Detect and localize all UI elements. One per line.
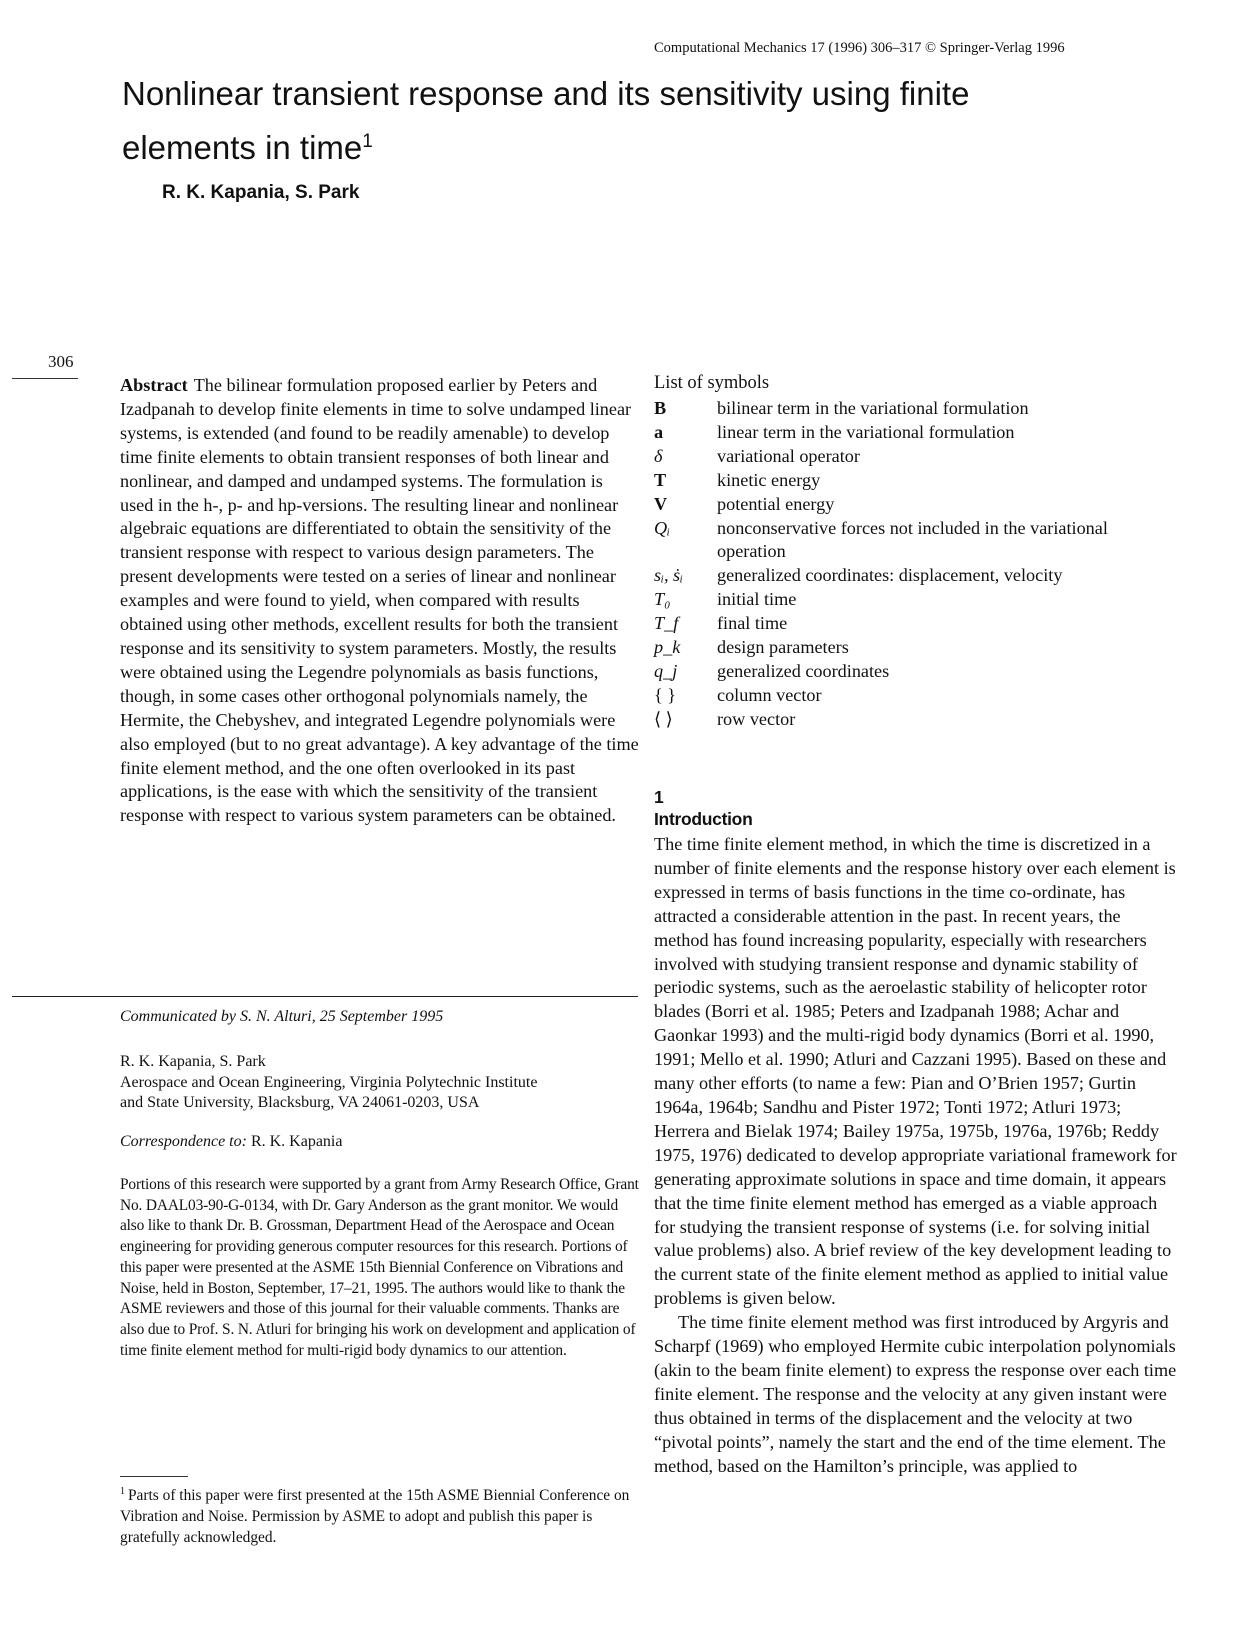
funding-acknowledgement: Portions of this research were supported by a grant from Army Research Office, Grant No. DAAL03-90-G-0134, with Dr. Gary Anderson as the grant monitor. We would also like to thank Dr. B. Grossman, Department Head of the Aerospace and Ocean engineering for providing generous computer resources for this research. Portions of this paper were presented at the ASME 15th Biennial Conference on Vibrations and Noise, held in Boston, September, 17–21, 1995. The authors would like to thank the ASME reviewers and those of this journal for their valuable comments. Thanks are also due to Prof. S. N. Atluri for bringing his work on development and application of time finite element method for multi-rigid body dynamics to our attention. <box>120 1176 639 1359</box>
introduction-body <box>654 833 1177 1478</box>
symbol-desc: generalized coordinates <box>717 660 890 681</box>
title-footnote-mark: 1 <box>362 131 373 152</box>
symbol-row <box>654 564 1174 588</box>
symbol-key: ⟨ ⟩ <box>654 708 673 729</box>
symbols-list <box>654 397 1174 732</box>
footnote <box>120 1482 645 1548</box>
symbol-row <box>654 421 1174 445</box>
symbol-desc: generalized coordinates: displacement, velocity <box>717 565 1063 586</box>
page-number: 306 <box>48 352 74 371</box>
symbol-desc: potential energy <box>717 493 835 514</box>
symbol-key: T <box>654 469 667 490</box>
footnote-rule <box>120 1476 188 1477</box>
paper-title-text: Nonlinear transient response and its sensitivity using finite elements in time <box>122 75 970 166</box>
symbol-desc: bilinear term in the variational formulation <box>717 398 1029 418</box>
affiliation <box>120 1052 640 1114</box>
affiliation-line-2: and State University, Blacksburg, VA 24061-0203, USA <box>120 1094 480 1111</box>
correspondence-name: R. K. Kapania <box>250 1133 343 1150</box>
symbol-key: B <box>654 398 667 418</box>
journal-header: Computational Mechanics 17 (1996) 306–317 © Springer-Verlag 1996 <box>654 40 1065 56</box>
symbol-desc: variational operator <box>717 445 860 466</box>
symbol-desc: design parameters <box>717 637 849 658</box>
intro-paragraph-1: The time finite element method, in which the time is discretized in a number of finite elements and the response history over each element is expressed in terms of basis functions in the time co-ordinate, has attracted a considerable attention in the past. In recent years, the method has found increasing popularity, especially with researchers involved with studying transient response and dynamic stability of periodic systems, such as the aeroelastic stability of helicopter rotor blades (Borri et al. 1985; Peters and Izadpanah 1988; Achar and Gaonkar 1993) and the multi-rigid body dynamics (Borri et al. 1990, 1991; Mello et al. 1990; Atluri and Cazzani 1995). Based on these and many other efforts (to name a few: Pian and O’Brien 1957; Gurtin 1964a, 1964b; Sandhu and Pister 1972; Tonti 1972; Atluri 1973; Herrera and Bielak 1974; Bailey 1975a, 1975b, 1976a, 1976b; Reddy 1975, 1976) dedicated to develop appropriate variational framework for generating approximate solutions in space and time domain, it appears that the time finite element method has emerged as a viable approach for studying the transient response of systems (i.e. for solving initial value problems) also. A brief review of the key development leading to the current state of the finite element method as applied to initial value problems is given below. <box>654 834 1177 1309</box>
affiliation-line-1: Aerospace and Ocean Engineering, Virginia Polytechnic Institute <box>120 1073 538 1091</box>
symbols-title: List of symbols <box>654 373 770 393</box>
correspondence-label: Correspondence to <box>120 1133 242 1150</box>
abstract-text: The bilinear formulation proposed earlier by Peters and Izadpanah to develop finite elements in time to solve undamped linear systems, is extended (and found to be readily amenable) to develop time finite elements to obtain transient responses of both linear and nonlinear, and damped and undamped systems. The formulation is used in the h-, p- and hp-versions. The resulting linear and nonlinear algebraic equations are differentiated to obtain the sensitivity of the transient response with respect to various design parameters. The present developments were tested on a series of linear and nonlinear examples and were found to yield, when compared with results obtained using other methods, excellent results for both the transient response and its sensitivity to system parameters. Mostly, the results were obtained using the Legendre polynomials as basis functions, though, in some cases other orthogonal polynomials namely, the Hermite, the Chebyshev, and integrated Legendre polynomials were also employed (but to no great advantage). A key advantage of the time finite element method, and the one often overlooked in its past applications, is the ease with which the sensitivity of the transient response with respect to various system parameters can be obtained. <box>120 375 639 826</box>
affiliation-names: R. K. Kapania, S. Park <box>120 1053 266 1070</box>
symbol-row <box>654 588 1174 612</box>
symbol-row <box>654 445 1174 469</box>
symbol-key: a <box>654 421 664 442</box>
symbol-row <box>654 517 1174 565</box>
symbol-key: { } <box>654 684 677 705</box>
abstract <box>120 374 640 828</box>
symbol-row <box>654 397 1174 421</box>
symbol-desc: final time <box>717 613 788 634</box>
symbol-key: δ <box>654 445 663 466</box>
symbol-row <box>654 612 1174 636</box>
section-number: 1 <box>654 787 664 807</box>
symbol-desc: linear term in the variational formulation <box>717 421 1015 442</box>
symbol-row <box>654 493 1174 517</box>
paper-title <box>122 70 1002 172</box>
symbol-desc: kinetic energy <box>717 469 821 490</box>
symbol-row <box>654 684 1174 708</box>
footnote-text: Parts of this paper were first presented at the 15th ASME Biennial Conference on Vibration and Noise. Permission by ASME to adopt and publish this paper is gratefully acknowledged. <box>120 1487 630 1546</box>
symbol-key: Qᵢ <box>654 517 671 538</box>
symbol-row <box>654 708 1174 732</box>
symbol-desc: initial time <box>717 589 797 610</box>
symbol-row <box>654 660 1174 684</box>
symbol-key: V <box>654 493 668 514</box>
correspondence <box>120 1133 342 1151</box>
intro-paragraph-2: The time finite element method was first introduced by Argyris and Scharpf (1969) who employed Hermite cubic interpolation polynomials (akin to the beam finite element) to express the response over each time finite element. The response and the velocity at any given instant were thus obtained in terms of the displacement and the velocity at two “pivotal points”, namely the start and the end of the time element. The method, based on the Hamilton’s principle, was applied to <box>654 1312 1177 1476</box>
symbol-key: sᵢ, ṡᵢ <box>654 565 684 586</box>
symbol-row <box>654 636 1174 660</box>
footnote-mark: 1 <box>120 1486 125 1497</box>
symbol-desc: row vector <box>717 708 796 729</box>
symbol-key: q_j <box>654 660 678 681</box>
authors: R. K. Kapania, S. Park <box>162 182 360 203</box>
symbol-desc: column vector <box>717 684 822 705</box>
communicated-by: Communicated by S. N. Alturi, 25 September 1995 <box>120 1008 444 1025</box>
symbol-desc: nonconservative forces not included in the variational operation <box>717 517 1108 562</box>
section-title: Introduction <box>654 809 753 829</box>
correspondence-colon: : <box>241 1133 247 1150</box>
front-matter-divider <box>12 996 638 997</box>
symbol-row <box>654 469 1174 493</box>
symbol-key: T₀ <box>654 589 671 610</box>
symbol-key: T_f <box>654 613 679 634</box>
symbol-key: p_k <box>654 637 681 658</box>
page-number-rule <box>12 378 78 379</box>
abstract-label: Abstract <box>120 375 188 395</box>
